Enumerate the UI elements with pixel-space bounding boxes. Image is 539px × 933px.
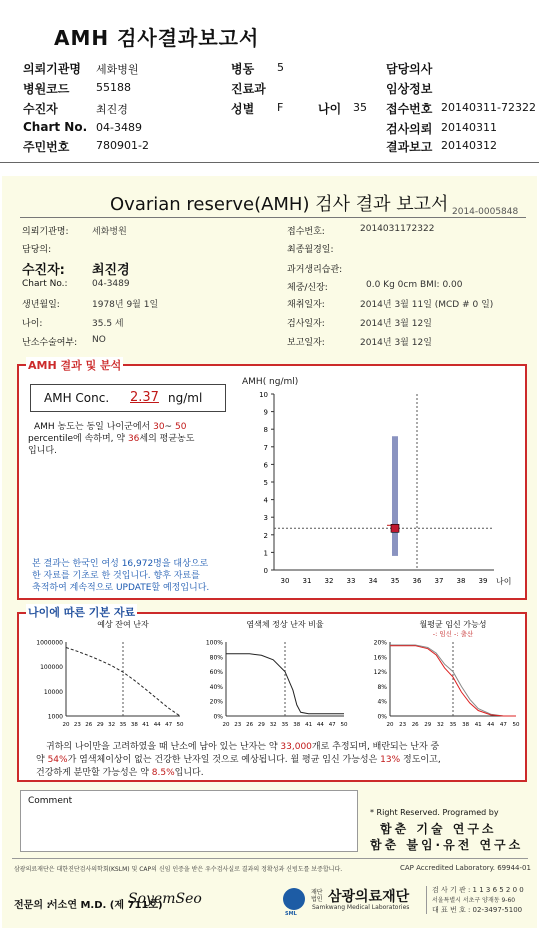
label-resident-no: 주민번호 (23, 140, 70, 154)
value-chart-no: 04-3489 (96, 121, 142, 134)
basic-section-title: 나이에 따른 기본 자료 (28, 606, 136, 619)
meta-chart-value: 04-3489 (92, 279, 130, 289)
logo-sub-text: Samkwang Medical Laboratories (312, 904, 410, 911)
summary-line1 (46, 740, 439, 754)
ratio-chart-xtick-2: 26 (246, 722, 254, 728)
label-sex: 성별 (231, 102, 255, 116)
ratio-chart-ytick-0: 100% (205, 639, 223, 647)
summary-text6: 건강하게 분만할 가능성은 약 (36, 768, 149, 778)
ratio-chart-xtick-1: 23 (234, 722, 242, 728)
amh-chart-ytick-label-7: 7 (263, 443, 268, 452)
meta-patient-value: 최진경 (92, 263, 130, 278)
amh-chart (236, 372, 522, 592)
ratio-chart-xtick-6: 38 (293, 722, 301, 728)
summary-text3: 약 (36, 755, 45, 765)
summary-text5: 정도이고, (403, 755, 441, 765)
comment-label: Comment (28, 796, 73, 806)
amh-chart-ytick-label-1: 1 (263, 549, 268, 558)
label-receipt-no: 접수번호 (386, 102, 433, 116)
amh-pct-low: 30 (153, 422, 165, 432)
meta-test-label: 검사일자: (287, 319, 325, 329)
summary-birth-pct: 8.5% (151, 768, 175, 778)
preg-chart-xtick-10: 50 (512, 722, 520, 728)
value-resident-no: 780901-2 (96, 139, 149, 152)
amh-chart-ytick-label-6: 6 (263, 461, 268, 470)
meta-org-label: 의뢰기관명: (22, 227, 69, 237)
eggs-chart-xtick-3: 29 (96, 722, 104, 728)
summary-text4: 가 염색체이상이 없는 건강한 난자일 것으로 예상됩니다. 월 평균 임신 가능성은 (67, 755, 378, 765)
amh-chart-ytick-label-4: 4 (263, 496, 268, 505)
meta-age-label: 나이: (22, 319, 43, 329)
value-age: 35 (353, 101, 367, 114)
amh-chart-ytick-label-9: 9 (263, 408, 268, 417)
amh-chart-ytick-label-0: 0 (263, 567, 268, 575)
label-age: 나이 (318, 102, 342, 116)
org-infertility: 함춘 불임·유전 연구소 (370, 838, 524, 852)
summary-text1: 귀하의 나이만을 고려하였을 때 난소에 남아 있는 난자는 약 (46, 742, 278, 752)
meta-menstrual-label: 과거생리습관: (287, 265, 343, 275)
summary-text7: 입니다. (174, 768, 204, 778)
logo-main-text: 삼광의료재단 (328, 889, 410, 905)
summary-normal-pct: 54% (47, 755, 68, 765)
eggs-chart-xtick-0: 20 (62, 722, 70, 728)
addr-line1: 검 사 기 관 : 1 1 3 6 5 2 0 0 (432, 886, 524, 894)
rights-text: * Right Reserved. Programed by (370, 808, 499, 817)
meta-patient-label: 수진자: (22, 263, 65, 278)
preg-chart-xtick-2: 26 (411, 722, 419, 728)
eggs-chart-series-0 (66, 648, 180, 717)
summary-eggs: 33,000 (280, 742, 312, 752)
summary-line3 (36, 766, 204, 780)
preg-chart-xtick-7: 41 (474, 722, 482, 728)
amh-chart-xlabel: 나이 (496, 577, 512, 586)
value-hospital-code: 55188 (96, 81, 131, 94)
ratio-chart-xtick-4: 32 (269, 722, 277, 728)
logo-small-text: 재단법인 (311, 889, 323, 903)
org-tech: 함춘 기술 연구소 (380, 822, 497, 836)
eggs-chart-xtick-5: 35 (119, 722, 127, 728)
ratio-chart-xtick-10: 50 (340, 722, 348, 728)
header-divider (0, 162, 539, 163)
amh-note-line3: 축적하여 계속적으로 UPDATE할 예정입니다. (32, 583, 210, 593)
eggs-chart-ytick-1: 100000 (40, 664, 63, 672)
meta-surgery-value: NO (92, 335, 106, 345)
amh-equiv-age: 36 (127, 434, 140, 444)
eggs-chart-ytick-2: 10000 (43, 688, 63, 696)
preg-chart-ytick-0: 20% (373, 639, 387, 647)
chart-remaining-eggs (26, 618, 186, 733)
amh-note-line1: 본 결과는 한국인 여성 16,972명을 대상으로 (32, 559, 209, 569)
addr-line2: 서울특별시 서초구 양재동 9-60 (432, 897, 516, 904)
sml-logo-icon (283, 888, 305, 910)
meta-doctor-label: 담당의: (22, 245, 52, 255)
amh-chart-xtick-label-3: 33 (346, 577, 356, 585)
meta-org-value: 세화병원 (92, 227, 127, 237)
value-patient: 최진경 (96, 103, 128, 116)
amh-section-title: AMH 결과 및 분석 (28, 359, 122, 372)
amh-chart-ytick-label-8: 8 (263, 426, 268, 435)
preg-chart-title: 월평균 임신 가능성 (419, 620, 487, 629)
preg-chart-ytick-4: 4% (377, 698, 387, 706)
doctor-signature: SoyemSeo (128, 891, 202, 907)
preg-chart-ytick-2: 12% (373, 669, 387, 677)
meta-chart-label: Chart No.: (22, 279, 68, 289)
meta-body-label: 체중/신장: (287, 283, 328, 293)
ratio-chart-ytick-4: 20% (209, 698, 223, 706)
label-ward: 병동 (231, 62, 255, 76)
ratio-chart-xtick-3: 29 (257, 722, 265, 728)
label-test-request: 검사의뢰 (386, 122, 433, 136)
eggs-chart-xtick-4: 32 (108, 722, 116, 728)
amh-chart-xtick-label-4: 34 (368, 577, 378, 585)
amh-chart-ylabel: AMH( ng/ml) (242, 377, 299, 387)
label-department: 진료과 (231, 82, 266, 96)
meta-birth-value: 1978년 9월 1일 (92, 300, 159, 310)
preg-chart-legend (433, 629, 474, 638)
meta-test-value: 2014년 3월 12일 (360, 319, 432, 329)
preg-chart-xtick-6: 38 (462, 722, 470, 728)
amh-chart-xtick-label-0: 30 (280, 577, 290, 585)
amh-chart-xtick-label-2: 32 (324, 577, 334, 585)
summary-preg-pct: 13% (380, 755, 401, 765)
eggs-chart-xtick-9: 47 (165, 722, 173, 728)
value-requesting-org: 세화병원 (96, 63, 139, 76)
footer-divider (12, 858, 528, 859)
preg-chart-ytick-5: 0% (377, 713, 387, 721)
preg-chart-xtick-3: 29 (424, 722, 432, 728)
summary-text2: 개로 추정되며, 배란되는 난자 중 (311, 742, 440, 752)
meta-age-value: 35.5 세 (92, 319, 124, 329)
amh-desc-text3: 세의 평균농도 (139, 434, 195, 444)
amh-chart-xtick-label-9: 39 (478, 577, 488, 585)
eggs-chart-xtick-2: 26 (85, 722, 93, 728)
eggs-chart-ytick-0: 1000000 (36, 639, 63, 647)
amh-chart-marker (391, 524, 399, 532)
value-result-report: 20140312 (441, 139, 497, 152)
footer-vline (426, 886, 427, 914)
label-doctor: 담당의사 (386, 62, 433, 76)
ratio-chart-xtick-0: 20 (222, 722, 230, 728)
amh-chart-xtick-label-6: 36 (412, 577, 422, 585)
amh-tilde: ~ (164, 422, 173, 432)
ratio-chart-ytick-3: 40% (209, 683, 223, 691)
preg-chart-ytick-1: 16% (373, 654, 387, 662)
value-receipt-no: 20140311-72322 (441, 101, 536, 114)
preg-chart-xtick-5: 35 (449, 722, 457, 728)
meta-report-label: 보고일자: (287, 338, 325, 348)
amh-chart-ytick-label-10: 10 (259, 391, 268, 399)
meta-receipt-value: 2014031172322 (360, 224, 435, 234)
preg-chart-xtick-0: 20 (386, 722, 394, 728)
meta-collect-label: 채취일자: (287, 300, 325, 310)
ratio-chart-xtick-5: 35 (281, 722, 289, 728)
sml-logo-mark: SML (285, 911, 297, 917)
eggs-chart-xtick-7: 41 (142, 722, 150, 728)
amh-note-line2: 한 자료를 기초로 한 것입니다. 향후 자료를 (32, 571, 200, 581)
ratio-chart-ytick-1: 80% (209, 654, 223, 662)
doctor-name: 서소연 M.D. (제 711호) (48, 900, 163, 911)
label-hospital-code: 병원코드 (23, 82, 70, 96)
addr-line3: 대 표 번 호 : 02-3497-5100 (432, 906, 523, 914)
chart-pregnancy-chance (356, 618, 522, 733)
eggs-chart-xtick-1: 23 (73, 722, 81, 728)
amh-pct-high: 50 (174, 422, 187, 432)
report-doc-number: 2014-0005848 (452, 207, 519, 217)
amh-chart-ytick-label-5: 5 (263, 479, 268, 487)
ratio-chart-title: 염색체 정상 난자 비율 (246, 620, 324, 629)
ratio-chart-xtick-7: 41 (305, 722, 313, 728)
footer-notice: 삼광의료재단은 대한진단검사의학회(KSLM) 및 CAP의 신임 인증을 받은 우수검사실로 결과의 정확성과 신빙도를 보증합니다. (14, 866, 343, 873)
amh-chart-ytick-label-3: 3 (263, 514, 268, 523)
meta-collect-value: 2014년 3월 11일 (MCD # 0 일) (360, 300, 494, 310)
amh-chart-xtick-label-8: 38 (456, 577, 466, 585)
label-requesting-org: 의뢰기관명 (23, 62, 81, 76)
value-test-request: 20140311 (441, 121, 497, 134)
amh-conc-value: 2.37 (130, 390, 159, 405)
preg-chart-ytick-3: 8% (377, 683, 387, 691)
value-sex: F (277, 101, 284, 114)
amh-conc-label: AMH Conc. (44, 391, 110, 405)
page-title: AMH 검사결과보고서 (54, 26, 260, 50)
title-divider (20, 217, 526, 218)
ratio-chart-ytick-5: 0% (213, 713, 223, 721)
label-patient: 수진자 (23, 102, 58, 116)
eggs-chart-xtick-6: 38 (130, 722, 138, 728)
label-chart-no: Chart No. (23, 120, 88, 134)
preg-chart-xtick-8: 44 (487, 722, 495, 728)
footer-cap: CAP Accredited Laboratory. 69944-01 (400, 864, 531, 872)
label-clinical-info: 임상정보 (386, 82, 433, 96)
meta-surgery-label: 난소수술여부: (22, 338, 78, 348)
amh-desc-line1 (34, 421, 186, 433)
meta-body-value: 0.0 Kg 0cm BMI: 0.00 (366, 280, 463, 290)
amh-desc-line2 (28, 433, 194, 445)
preg-chart-legend-birth: 출산 (460, 630, 474, 638)
ratio-chart-ytick-2: 60% (209, 669, 223, 677)
amh-chart-ytick-label-2: 2 (263, 531, 268, 540)
meta-birth-label: 생년월일: (22, 300, 60, 310)
summary-line2 (36, 753, 441, 767)
amh-conc-unit: ng/ml (168, 391, 203, 405)
label-result-report: 결과보고 (386, 140, 433, 154)
eggs-chart-title: 예상 잔여 난자 (97, 620, 149, 629)
amh-chart-xtick-label-5: 35 (390, 577, 400, 585)
amh-chart-xtick-label-7: 37 (434, 577, 444, 585)
report-title: Ovarian reserve(AMH) 검사 결과 보고서 (110, 194, 449, 215)
eggs-chart-xtick-8: 44 (153, 722, 161, 728)
meta-receipt-label: 접수번호: (287, 227, 325, 237)
preg-chart-series-1 (390, 646, 516, 716)
chart-normal-egg-ratio (190, 618, 350, 733)
amh-chart-range-bar (392, 436, 398, 556)
meta-report-value: 2014년 3월 12일 (360, 338, 432, 348)
amh-desc-line3: 입니다. (28, 446, 57, 456)
preg-chart-xtick-1: 23 (399, 722, 407, 728)
amh-desc-text2: percentile에 속하며, 약 (28, 434, 126, 444)
doctor-label: 전문의 : (14, 900, 51, 911)
ratio-chart-xtick-9: 47 (328, 722, 336, 728)
ratio-chart-xtick-8: 44 (316, 722, 324, 728)
amh-desc-text1: AMH 농도는 동일 나이군에서 (34, 422, 151, 432)
preg-chart-xtick-9: 47 (499, 722, 507, 728)
amh-chart-xtick-label-1: 31 (302, 577, 312, 585)
preg-chart-legend-preg: -: 임신 (432, 630, 455, 638)
preg-chart-xtick-4: 32 (436, 722, 444, 728)
preg-chart-legend-sep: -: (454, 630, 461, 638)
eggs-chart-ytick-3: 1000 (47, 713, 63, 721)
value-ward: 5 (277, 61, 284, 74)
eggs-chart-xtick-10: 50 (176, 722, 184, 728)
meta-lmp-label: 최종월경일: (287, 245, 334, 255)
